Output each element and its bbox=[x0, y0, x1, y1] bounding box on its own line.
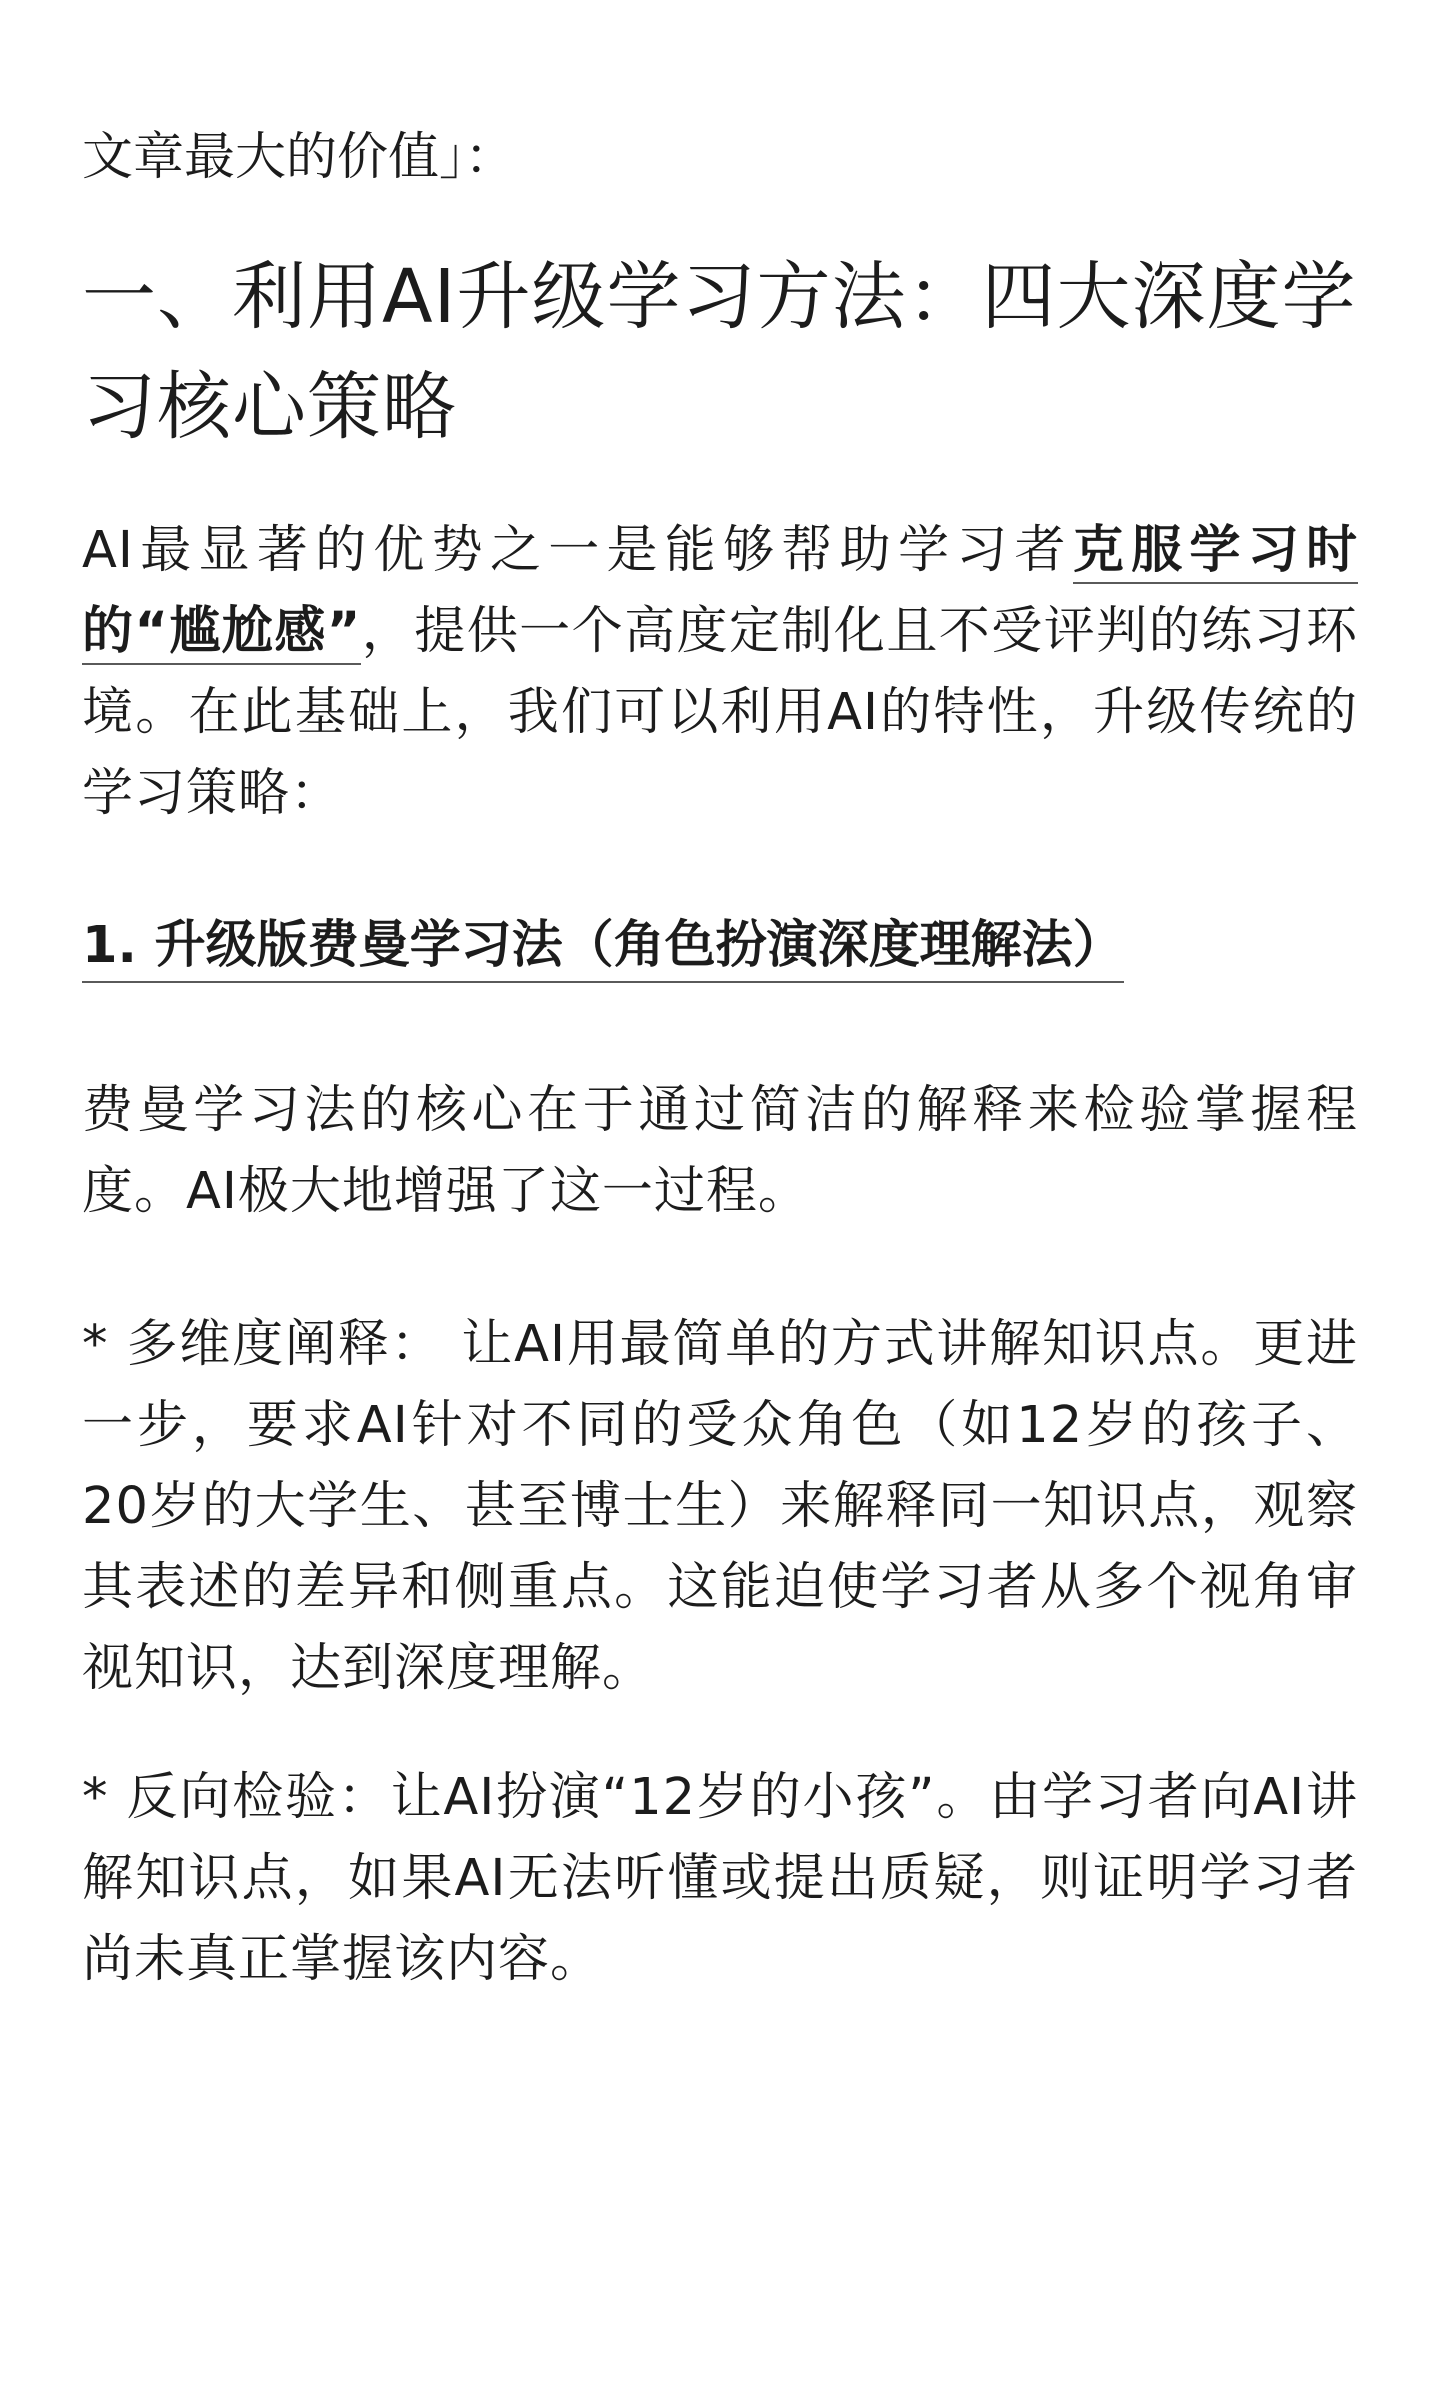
bullet-multi-dimension: * 多维度阐释： 让AI用最简单的方式讲解知识点。更进一步，要求AI针对不同的受众角色（如12岁的孩子、20岁的大学生、甚至博士生）来解释同一知识点，观察其表述的差异和侧重点。这能迫使学习者从多个视角审视知识，达到深度理解。 bbox=[82, 1315, 1358, 1698]
subheading-feynman bbox=[82, 906, 1358, 986]
subheading-text: 1. 升级版费曼学习法（角色扮演深度理解法） bbox=[82, 916, 1124, 983]
paragraph-text-after: ，提供一个高度定制化且不受评判的练习环境。在此基础上，我们可以利用AI的特性，升级传统的学习策略： bbox=[82, 602, 1358, 823]
emphasis-text: 克服学习时的“尴尬感” bbox=[82, 521, 1358, 665]
paragraph-text-before: AI最显著的优势之一是能够帮助学习者 bbox=[82, 521, 1073, 580]
section-title: 一、利用AI升级学习方法：四大深度学习核心策略 bbox=[82, 254, 1357, 450]
bullet-reverse-check: * 反向检验：让AI扮演“12岁的小孩”。由学习者向AI讲解知识点，如果AI无法听懂或提出质疑，则证明学习者尚未真正掌握该内容。 bbox=[82, 1768, 1358, 1989]
feynman-paragraph: 费曼学习法的核心在于通过简洁的解释来检验掌握程度。AI极大地增强了这一过程。 bbox=[82, 1081, 1358, 1221]
intro-paragraph bbox=[82, 510, 1358, 834]
intro-line: 文章最大的价值」： bbox=[82, 128, 516, 187]
